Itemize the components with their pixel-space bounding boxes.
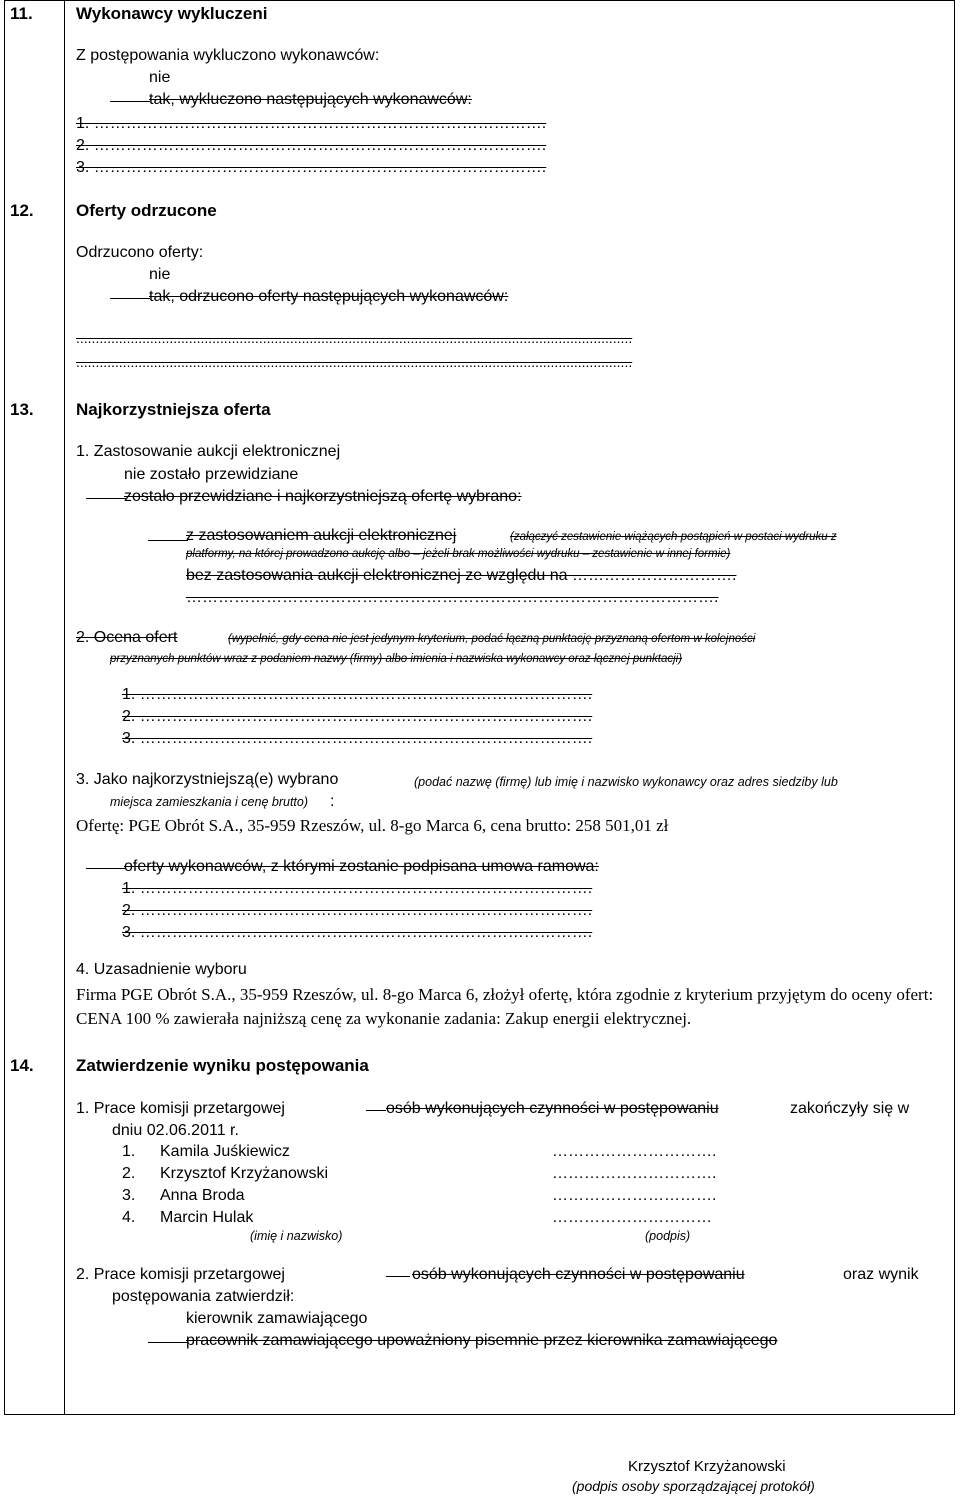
s12-intro: Odrzucono oferty: <box>76 244 204 261</box>
s13-p2-list-item: 2. …………………………………………………………………………. <box>122 708 593 725</box>
member-signature: …………………………. <box>552 1187 717 1204</box>
section-11-title: Wykonawcy wykluczeni <box>76 4 268 23</box>
s13-p3-frame-offers: oferty wykonawców, z którymi zostanie podpisana umowa ramowa: <box>124 858 599 875</box>
member-name: Krzysztof Krzyżanowski <box>160 1165 329 1182</box>
s13-p1-with-auction: z zastosowaniem aukcji elektronicznej <box>186 527 457 544</box>
member-name: Kamila Juśkiewicz <box>160 1143 290 1160</box>
footer-signature-name: Krzysztof Krzyżanowski <box>628 1458 786 1475</box>
s13-p1-note: platformy, na której prowadzono aukcję albo – jeżeli brak możliwości wydruku – zestawienie w innej formie) <box>186 548 731 560</box>
s13-p3-offer: Ofertę: PGE Obrót S.A., 35-959 Rzeszów, ul. 8-go Marca 6, cena brutto: 258 501,01 zł <box>76 816 669 835</box>
s11-list-item: 1. …………………………………………………………………………. <box>76 115 547 132</box>
member-number: 4. <box>122 1209 136 1226</box>
section-13-number: 13. <box>10 400 34 419</box>
s13-p2-list-item: 3. …………………………………………………………………………. <box>122 730 593 747</box>
s12-option-yes: tak, odrzucono oferty następujących wykonawców: <box>149 288 509 305</box>
s13-p3-colon: : <box>330 793 335 810</box>
s11-list-item: 3. …………………………………………………………………………. <box>76 159 547 176</box>
s14-p2-text: 2. Prace komisji przetargowej <box>76 1266 285 1283</box>
s13-p2-list-item: 1. …………………………………………………………………………. <box>122 686 593 703</box>
member-number: 3. <box>122 1187 136 1204</box>
s11-option-no: nie <box>149 69 171 86</box>
s13-p2-note: (wypełnić, gdy cena nie jest jedynym kryterium, podać łączną punktację przyznaną ofertom w kolejności <box>228 633 756 645</box>
member-signature: …………………………. <box>552 1165 717 1182</box>
s14-p2-strike: osób wykonujących czynności w postępowaniu <box>412 1266 745 1283</box>
section-12-number: 12. <box>10 201 34 220</box>
s13-p2-note: przyznanych punktów wraz z podaniem nazwy (firmy) albo imienia i nazwiska wykonawcy oraz łącznej punktacji) <box>110 653 683 665</box>
s14-p1-strike: osób wykonujących czynności w postępowaniu <box>386 1100 719 1117</box>
s12-option-no: nie <box>149 266 171 283</box>
s12-dots: ............................................................................................................................................... <box>76 354 633 370</box>
member-signature: …………………………. <box>552 1143 717 1160</box>
s14-p2-text-end: oraz wynik <box>843 1266 919 1283</box>
member-number: 1. <box>122 1143 136 1160</box>
section-13-title: Najkorzystniejsza oferta <box>76 400 271 419</box>
s13-p1-without-auction: bez zastosowania aukcji elektronicznej ze względu na …………………………. <box>186 567 737 584</box>
s11-list-item: 2. …………………………………………………………………………. <box>76 137 547 154</box>
caption-name: (imię i nazwisko) <box>250 1229 343 1243</box>
s14-p2-option-head: kierownik zamawiającego <box>186 1310 368 1327</box>
s13-p2-label: 2. Ocena ofert <box>76 629 178 646</box>
s12-dots: ............................................................................................................................................... <box>76 330 633 346</box>
caption-signature: (podpis) <box>645 1229 691 1243</box>
section-11-number: 11. <box>10 4 33 23</box>
s13-p4-text: Firma PGE Obrót S.A., 35-959 Rzeszów, ul. 8-go Marca 6, złożył ofertę, która zgodnie z kryterium przyjętym do oceny ofert: CENA 100 % zawierała najniższą cenę za wykonanie zadania: Zakup energii elektrycznej. <box>76 985 934 1028</box>
s11-option-yes: tak, wykluczono następujących wykonawców: <box>149 91 472 108</box>
member-number: 2. <box>122 1165 136 1182</box>
s13-p3-note: (podać nazwę (firmę) lub imię i nazwisko wykonawcy oraz adres siedziby lub <box>414 775 838 789</box>
section-14-number: 14. <box>10 1056 34 1075</box>
s14-p1-date: dniu 02.06.2011 r. <box>112 1122 239 1139</box>
member-name: Anna Broda <box>160 1187 245 1204</box>
s13-p1-note: (załączyć zestawienie wiążących postąpień w postaci wydruku z <box>510 531 837 543</box>
s13-p3-list-item: 2. …………………………………………………………………………. <box>122 902 593 919</box>
s14-p2-approved: postępowania zatwierdził: <box>112 1288 295 1305</box>
s13-p3-label: 3. Jako najkorzystniejszą(e) wybrano <box>76 771 339 788</box>
s13-p3-list-item: 3. …………………………………………………………………………. <box>122 924 593 941</box>
member-signature: ………………………… <box>552 1209 712 1226</box>
s13-p4-label: 4. Uzasadnienie wyboru <box>76 961 247 978</box>
column-divider <box>64 0 65 1415</box>
s13-p1-dots: ………………………………………………………………………………………. <box>186 589 719 606</box>
s13-p1-option-yes: zostało przewidziane i najkorzystniejszą ofertę wybrano: <box>124 488 522 505</box>
member-name: Marcin Hulak <box>160 1209 254 1226</box>
s11-intro: Z postępowania wykluczono wykonawców: <box>76 47 380 64</box>
footer-signature-caption: (podpis osoby sporządzającej protokół) <box>572 1478 815 1494</box>
section-12-title: Oferty odrzucone <box>76 201 217 220</box>
section-14-title: Zatwierdzenie wyniku postępowania <box>76 1056 369 1075</box>
s14-p1-text: 1. Prace komisji przetargowej <box>76 1100 285 1117</box>
s13-p3-list-item: 1. …………………………………………………………………………. <box>122 880 593 897</box>
s13-p1-option-no: nie zostało przewidziane <box>124 466 299 483</box>
s13-p1-label: 1. Zastosowanie aukcji elektronicznej <box>76 443 341 460</box>
s13-p3-note: miejsca zamieszkania i cenę brutto) <box>110 795 308 809</box>
s14-p2-option-employee: pracownik zamawiającego upoważniony pisemnie przez kierownika zamawiającego <box>186 1332 778 1349</box>
s14-p1-text-end: zakończyły się w <box>790 1100 910 1117</box>
